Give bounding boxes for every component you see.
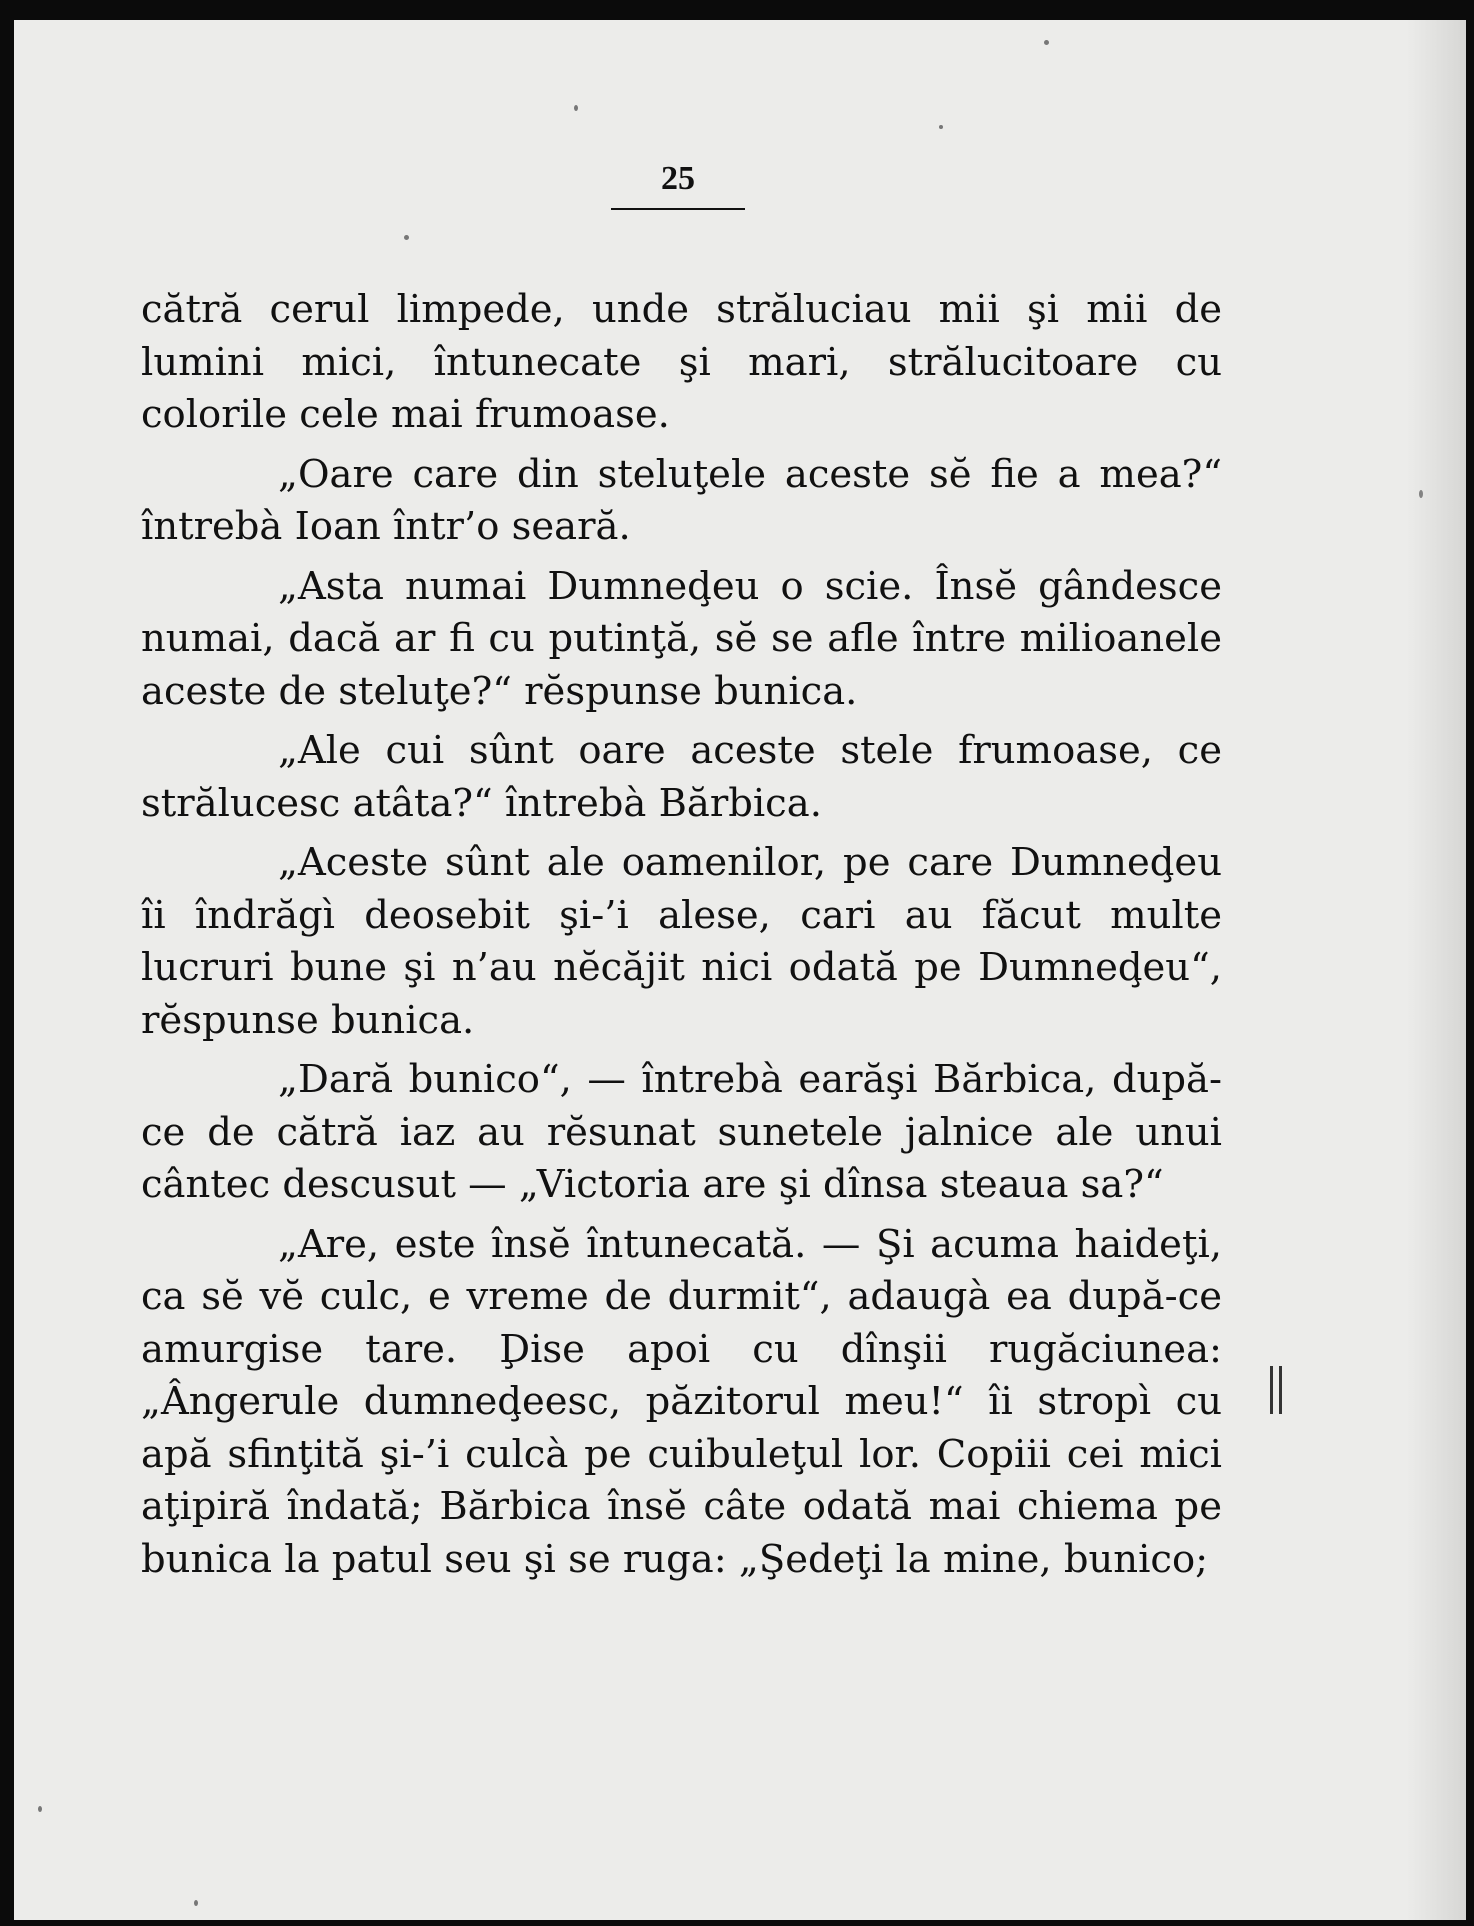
book-page (14, 20, 1466, 1920)
paper-speck (38, 1806, 42, 1812)
paragraph: „Oare care din steluţele aceste sĕ fie a mea?“ întrebà Ioan într’o seară. (141, 451, 1222, 549)
page-number-rule (611, 208, 745, 210)
paragraph: „Ale cui sûnt oare aceste stele frumoase, ce strălucesc atâta?“ întrebà Bărbica. (141, 728, 1222, 826)
paragraph: „Aceste sûnt ale oamenilor, pe care Dumneḑeu îi îndrăgì deosebit şi-’i alese, cari au făcut multe lucruri bune şi n’au nĕcăjit nici odată pe Dumneḑeu“, rĕspunse bunica. (141, 840, 1222, 1043)
paper-speck (574, 105, 578, 111)
paper-speck (404, 235, 409, 240)
paragraph: „Dară bunico“, — întrebà earăşi Bărbica, după-ce de cătră iaz au rĕsunat sunetele jalnice ale unui cântec descusut — „Victoria are şi dînsa steaua sa?“ (141, 1057, 1222, 1207)
paper-speck (939, 125, 943, 129)
paper-speck (194, 1900, 198, 1906)
paragraph: cătră cerul limpede, unde străluciau mii şi mii de lumini mici, întunecate şi mari, strălucitoare cu colorile cele mai frumoase. (141, 287, 1222, 437)
page-number: 25 (661, 160, 695, 197)
paper-speck (1044, 40, 1049, 45)
paragraph: „Asta numai Dumneḑeu o scie. Însĕ gândesce numai, dacă ar fi cu putinţă, sĕ se afle între milioanele aceste de steluţe?“ rĕspunse bunica. (141, 563, 1222, 714)
paper-speck (1419, 490, 1423, 498)
body-text (141, 284, 1222, 1593)
paragraph: „Are, este însĕ întunecată. — Şi acuma haideţi, ca sĕ vĕ culc, e vreme de durmit“, adaugà ea după-ce amurgise tare. Ḑise apoi cu dînşii rugăciunea: „Ângerule dumneḑeesc, păzitorul meu!“ îi stropì cu apă sfinţită şi-’i culcà pe cuibuleţul lor. Copiii cei mici aţipiră îndată; Bărbica însĕ câte odată mai chiema pe bunica la patul seu şi se ruga: „Şedeţi la mine, bunico; (141, 1221, 1222, 1582)
margin-mark (1270, 1366, 1282, 1414)
